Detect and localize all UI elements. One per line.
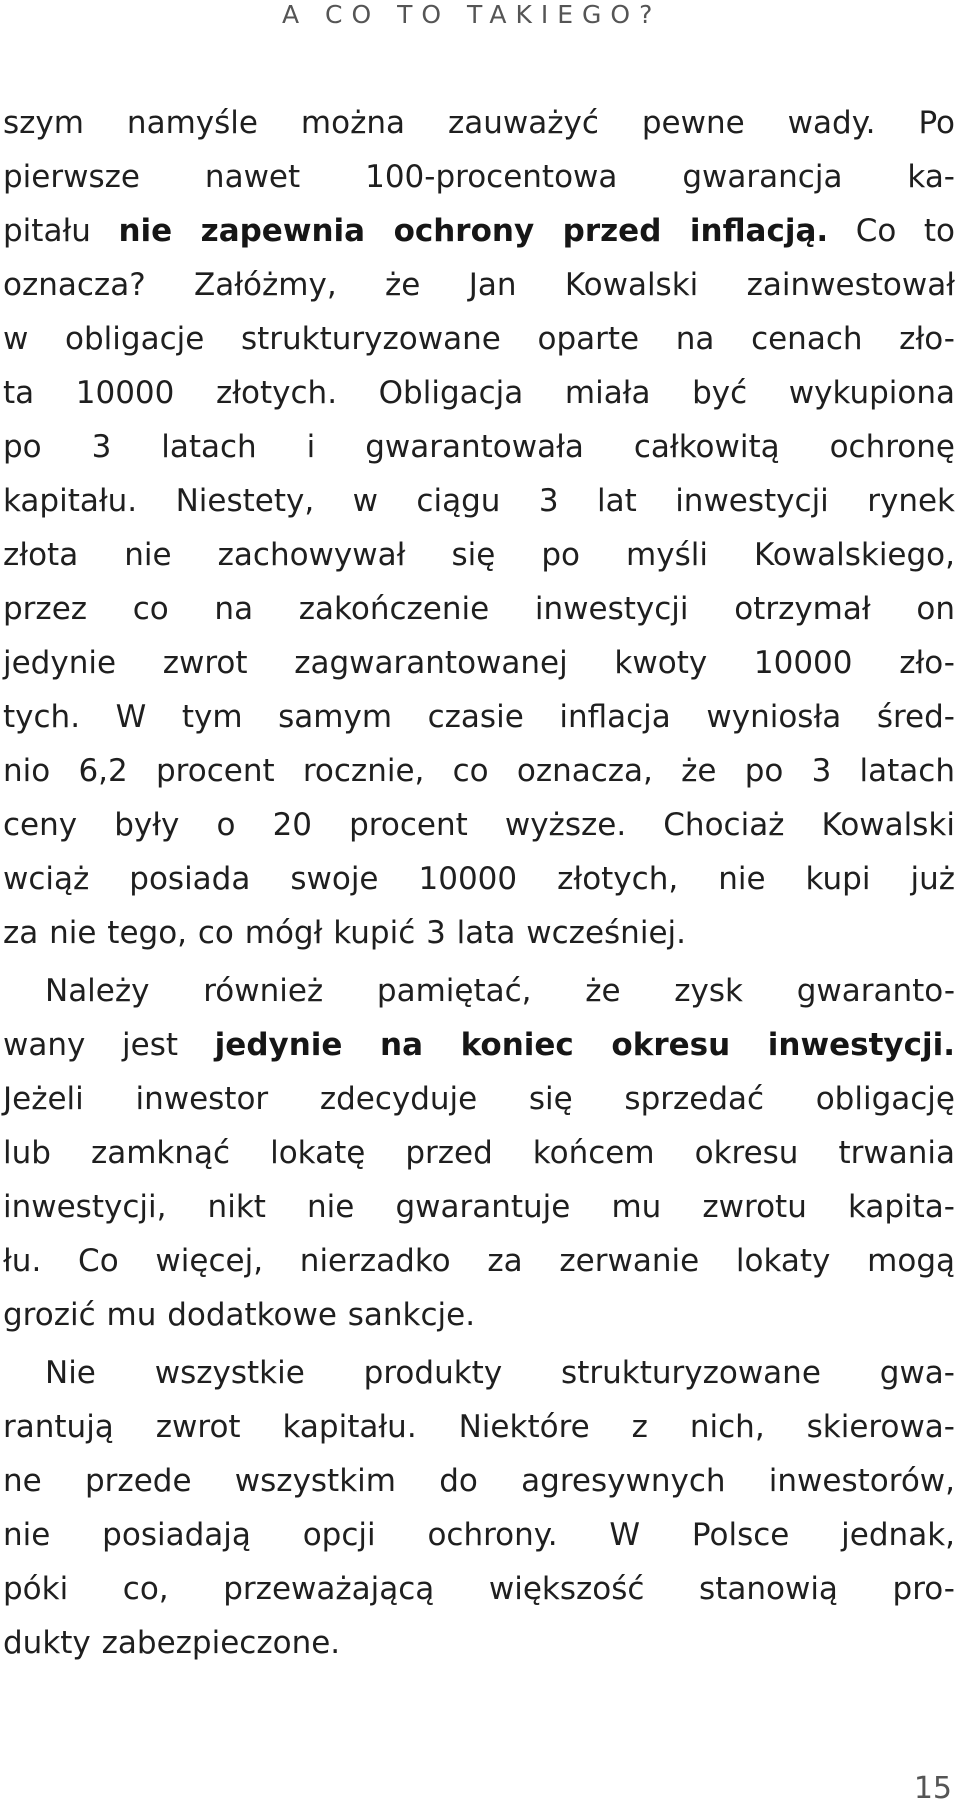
text-run: ceny były o 20 procent wyższe. Chociaż Kowalski: [3, 807, 955, 843]
text-line: [3, 474, 955, 528]
paragraph-1: [3, 96, 955, 960]
text-line: [3, 366, 955, 420]
text-line: [3, 1562, 955, 1616]
text-line: [3, 1126, 955, 1180]
text-line: [3, 1018, 955, 1072]
text-line: [3, 204, 955, 258]
text-run: za nie tego, co mógł kupić 3 lata wcześniej.: [3, 915, 686, 951]
text-line: [3, 906, 955, 960]
text-run: inwestycji, nikt nie gwarantuje mu zwrotu kapita-: [3, 1189, 955, 1225]
text-line: [3, 582, 955, 636]
text-run: tych. W tym samym czasie inflacja wyniosła śred-: [3, 699, 955, 735]
paragraph-3: [3, 1346, 955, 1670]
text-line: [3, 1180, 955, 1234]
text-line: [3, 852, 955, 906]
text-run: ta 10000 złotych. Obligacja miała być wykupiona: [3, 375, 955, 411]
text-run: Nie wszystkie produkty strukturyzowane gwa-: [45, 1355, 955, 1391]
text-line: [3, 690, 955, 744]
emphasis-text: jedynie na koniec okresu inwestycji.: [214, 1027, 956, 1063]
text-line: [3, 964, 955, 1018]
emphasis-text: nie zapewnia ochrony przed inflacją.: [118, 213, 829, 249]
text-run: wany jest: [3, 1027, 215, 1063]
text-line: [3, 1234, 955, 1288]
text-run: lub zamknąć lokatę przed końcem okresu trwania: [3, 1135, 955, 1171]
text-line: [3, 1454, 955, 1508]
text-run: póki co, przeważającą większość stanowią pro-: [3, 1571, 955, 1607]
text-line: [3, 258, 955, 312]
text-run: pitału: [3, 213, 119, 249]
text-line: [3, 1072, 955, 1126]
text-run: ne przede wszystkim do agresywnych inwestorów,: [3, 1463, 955, 1499]
text-line: [3, 312, 955, 366]
text-run: dukty zabezpieczone.: [3, 1625, 341, 1661]
text-line: [3, 1288, 955, 1342]
text-run: po 3 latach i gwarantowała całkowitą ochronę: [3, 429, 955, 465]
running-header: A CO TO TAKIEGO?: [282, 0, 662, 29]
body-text: [3, 96, 955, 1670]
text-line: [3, 1400, 955, 1454]
text-run: szym namyśle można zauważyć pewne wady. Po: [3, 105, 955, 141]
text-line: [3, 1346, 955, 1400]
text-line: [3, 1508, 955, 1562]
text-run: w obligacje strukturyzowane oparte na cenach zło-: [3, 321, 955, 357]
text-line: [3, 1616, 955, 1670]
text-run: grozić mu dodatkowe sankcje.: [3, 1297, 476, 1333]
text-line: [3, 420, 955, 474]
text-run: Należy również pamiętać, że zysk gwaranto-: [45, 973, 955, 1009]
text-line: [3, 798, 955, 852]
text-run: Co to: [828, 213, 955, 249]
text-line: [3, 636, 955, 690]
text-line: [3, 96, 955, 150]
text-run: jedynie zwrot zagwarantowanej kwoty 10000 zło-: [3, 645, 955, 681]
text-run: łu. Co więcej, nierzadko za zerwanie lokaty mogą: [3, 1243, 955, 1279]
text-run: Jeżeli inwestor zdecyduje się sprzedać obligację: [3, 1081, 955, 1117]
text-run: nie posiadają opcji ochrony. W Polsce jednak,: [3, 1517, 955, 1553]
page-number: 15: [913, 1771, 952, 1806]
text-line: [3, 744, 955, 798]
text-run: złota nie zachowywał się po myśli Kowalskiego,: [3, 537, 955, 573]
text-run: kapitału. Niestety, w ciągu 3 lat inwestycji rynek: [3, 483, 955, 519]
text-run: przez co na zakończenie inwestycji otrzymał on: [3, 591, 955, 627]
text-line: [3, 528, 955, 582]
text-run: nio 6,2 procent rocznie, co oznacza, że po 3 latach: [3, 753, 955, 789]
text-line: [3, 150, 955, 204]
text-run: wciąż posiada swoje 10000 złotych, nie kupi już: [3, 861, 955, 897]
text-run: oznacza? Załóżmy, że Jan Kowalski zainwestował: [3, 267, 955, 303]
text-run: pierwsze nawet 100-procentowa gwarancja ka-: [3, 159, 955, 195]
text-run: rantują zwrot kapitału. Niektóre z nich, skierowa-: [3, 1409, 955, 1445]
paragraph-2: [3, 964, 955, 1342]
